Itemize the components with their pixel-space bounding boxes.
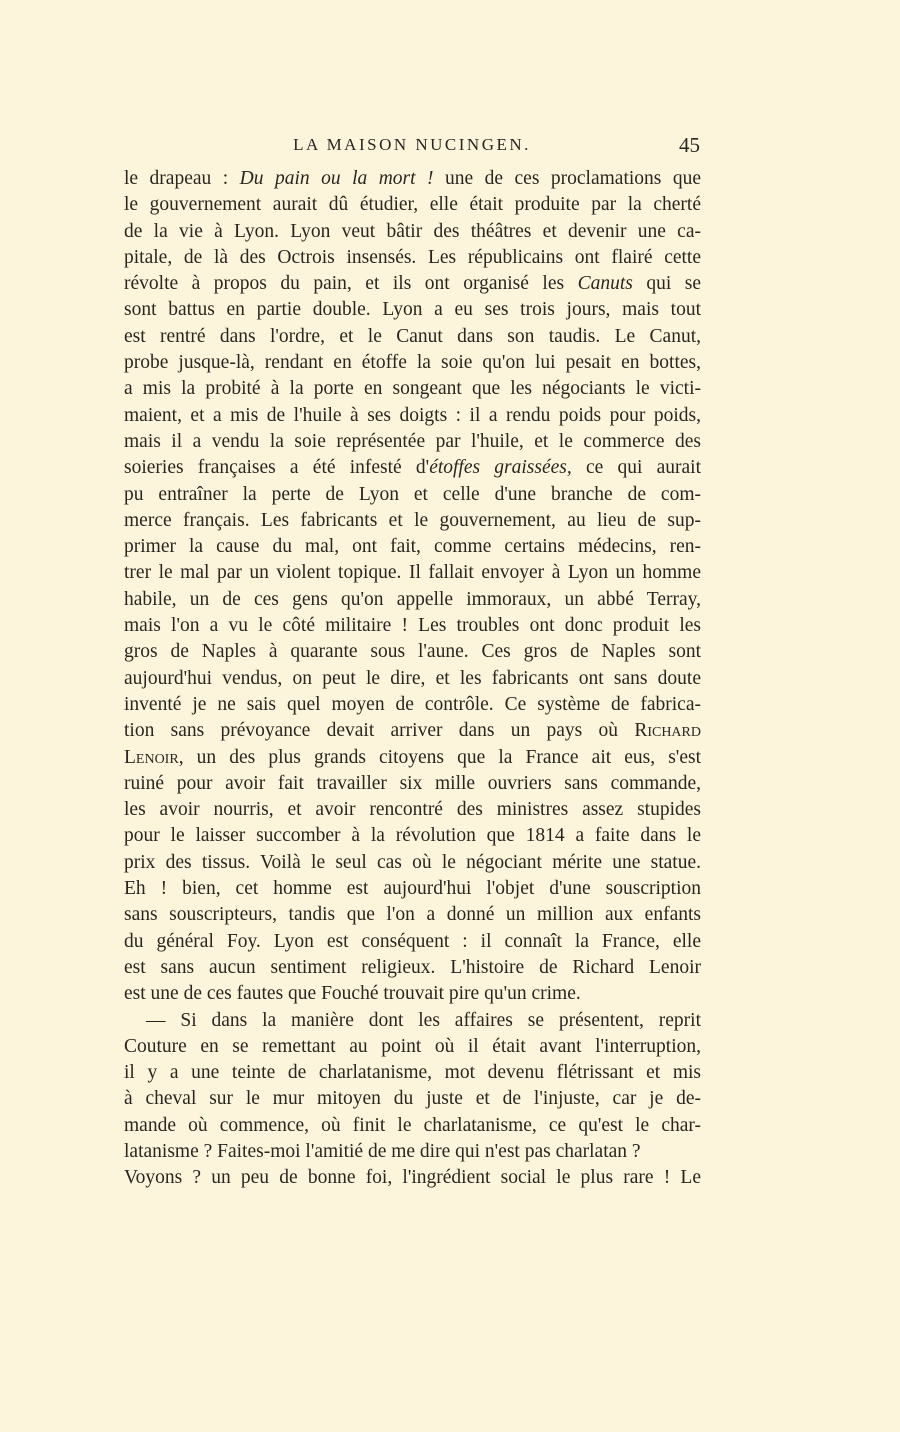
text-segment: a mis la probité à la porte en songeant que les négociants le victi- <box>124 378 701 400</box>
text-line <box>124 639 701 665</box>
text-line <box>124 297 701 323</box>
text-line <box>124 850 701 876</box>
text-line <box>124 797 701 823</box>
page-header <box>124 133 700 163</box>
text-line <box>124 902 701 928</box>
text-line <box>124 219 701 245</box>
text-segment: Couture en se remettant au point où il était avant l'interruption, <box>124 1035 701 1057</box>
text-segment: tion sans prévoyance devait arriver dans un pays où <box>124 720 635 742</box>
text-line <box>124 1060 701 1086</box>
text-segment: soieries françaises a été infesté d' <box>124 457 430 479</box>
text-segment: du général Foy. Lyon est conséquent : il connaît la France, elle <box>124 930 701 952</box>
text-segment: Eh ! bien, cet homme est aujourd'hui l'objet d'une souscription <box>124 878 701 900</box>
text-line <box>124 1165 701 1191</box>
text-segment: probe jusque-là, rendant en étoffe la soie qu'on lui pesait en bottes, <box>124 352 701 374</box>
text-segment: révolte à propos du pain, et ils ont organisé les <box>124 273 578 295</box>
text-segment: le drapeau : <box>124 168 240 189</box>
text-segment: les avoir nourris, et avoir rencontré des ministres assez stupides <box>124 799 701 821</box>
text-line <box>124 981 701 1007</box>
text-line <box>124 324 701 350</box>
text-line <box>124 192 701 218</box>
text-line <box>124 666 701 692</box>
text-line <box>124 771 701 797</box>
text-segment: il y a une teinte de charlatanisme, mot devenu flétrissant et mis <box>124 1062 701 1084</box>
running-title: LA MAISON NUCINGEN. <box>293 135 531 154</box>
text-line <box>124 929 701 955</box>
text-line <box>124 403 701 429</box>
text-line <box>124 429 701 455</box>
text-line <box>124 692 701 718</box>
text-line <box>124 1113 701 1139</box>
text-segment: habile, un de ces gens qu'on appelle immoraux, un abbé Terray, <box>124 588 701 610</box>
text-line <box>124 508 701 534</box>
text-segment: gros de Naples à quarante sous l'aune. Ces gros de Naples sont <box>124 641 701 663</box>
italic-text: étoffes graissées, <box>429 457 572 479</box>
text-segment: qui se <box>632 273 701 295</box>
text-line <box>124 1034 701 1060</box>
text-line <box>124 745 701 771</box>
text-segment: aujourd'hui vendus, on peut le dire, et les fabricants ont sans doute <box>124 667 701 689</box>
text-line <box>124 376 701 402</box>
text-line <box>124 823 701 849</box>
text-line <box>124 1139 701 1165</box>
text-line <box>124 350 701 376</box>
text-line <box>124 1086 701 1112</box>
text-segment: merce français. Les fabricants et le gouvernement, au lieu de sup- <box>124 509 701 531</box>
text-segment: Voyons ? un peu de bonne foi, l'ingrédient social le plus rare ! Le <box>124 1167 701 1189</box>
text-segment: prix des tissus. Voilà le seul cas où le négociant mérite une statue. <box>124 851 701 873</box>
text-segment: le gouvernement aurait dû étudier, elle était produite par la cherté <box>124 194 701 216</box>
text-line <box>124 245 701 271</box>
text-segment: est rentré dans l'ordre, et le Canut dans son taudis. Le Canut, <box>124 325 701 347</box>
text-line <box>124 560 701 586</box>
text-segment: , un des plus grands citoyens que la France ait eus, s'est <box>178 746 701 768</box>
text-segment: mais l'on a vu le côté militaire ! Les troubles ont donc produit les <box>124 615 701 637</box>
italic-text: Du pain ou la mort ! <box>239 168 434 189</box>
text-segment: une de ces proclamations que <box>433 168 701 189</box>
page-number: 45 <box>679 133 700 157</box>
small-caps-text: Richard <box>634 720 701 742</box>
italic-text: Canuts <box>577 273 633 295</box>
text-line <box>124 613 701 639</box>
text-segment: primer la cause du mal, ont fait, comme certains médecins, ren- <box>124 536 701 558</box>
text-line <box>124 455 701 481</box>
text-segment: latanisme ? Faites-moi l'amitié de me dire qui n'est pas charlatan ? <box>124 1140 641 1162</box>
text-segment: ruiné pour avoir fait travailler six mille ouvriers sans commande, <box>124 772 701 794</box>
text-line <box>124 166 701 192</box>
text-segment: ce qui aurait <box>571 457 702 479</box>
text-segment: est une de ces fautes que Fouché trouvait pire qu'un crime. <box>124 983 581 1005</box>
text-segment: sans souscripteurs, tandis que l'on a donné un million aux enfants <box>124 904 701 926</box>
text-line <box>124 482 701 508</box>
text-segment: mande où commence, où finit le charlatanisme, ce qu'est le char- <box>124 1114 701 1136</box>
body-text <box>124 166 701 1192</box>
text-segment: sont battus en partie double. Lyon a eu ses trois jours, mais tout <box>124 299 701 321</box>
text-line <box>124 876 701 902</box>
text-segment: pour le laisser succomber à la révolution que 1814 a faite dans le <box>124 825 701 847</box>
text-segment: trer le mal par un violent topique. Il fallait envoyer à Lyon un homme <box>124 562 701 584</box>
text-segment: pu entraîner la perte de Lyon et celle d'une branche de com- <box>124 483 701 505</box>
text-segment: de la vie à Lyon. Lyon veut bâtir des théâtres et devenir une ca- <box>124 220 701 242</box>
text-segment: — Si dans la manière dont les affaires se présentent, reprit <box>146 1009 701 1031</box>
text-segment: inventé je ne sais quel moyen de contrôle. Ce système de fabrica- <box>124 693 701 715</box>
text-segment: mais il a vendu la soie représentée par l'huile, et le commerce des <box>124 430 701 452</box>
text-line <box>124 587 701 613</box>
text-line <box>124 1008 701 1034</box>
small-caps-text: Lenoir <box>124 746 179 768</box>
text-segment: pitale, de là des Octrois insensés. Les républicains ont flairé cette <box>124 246 701 268</box>
text-segment: à cheval sur le mur mitoyen du juste et de l'injuste, car je de- <box>124 1088 701 1110</box>
text-line <box>124 718 701 744</box>
text-segment: maient, et a mis de l'huile à ses doigts : il a rendu poids pour poids, <box>124 404 701 426</box>
text-line <box>124 955 701 981</box>
text-line <box>124 271 701 297</box>
text-segment: est sans aucun sentiment religieux. L'histoire de Richard Lenoir <box>124 956 701 978</box>
text-line <box>124 534 701 560</box>
